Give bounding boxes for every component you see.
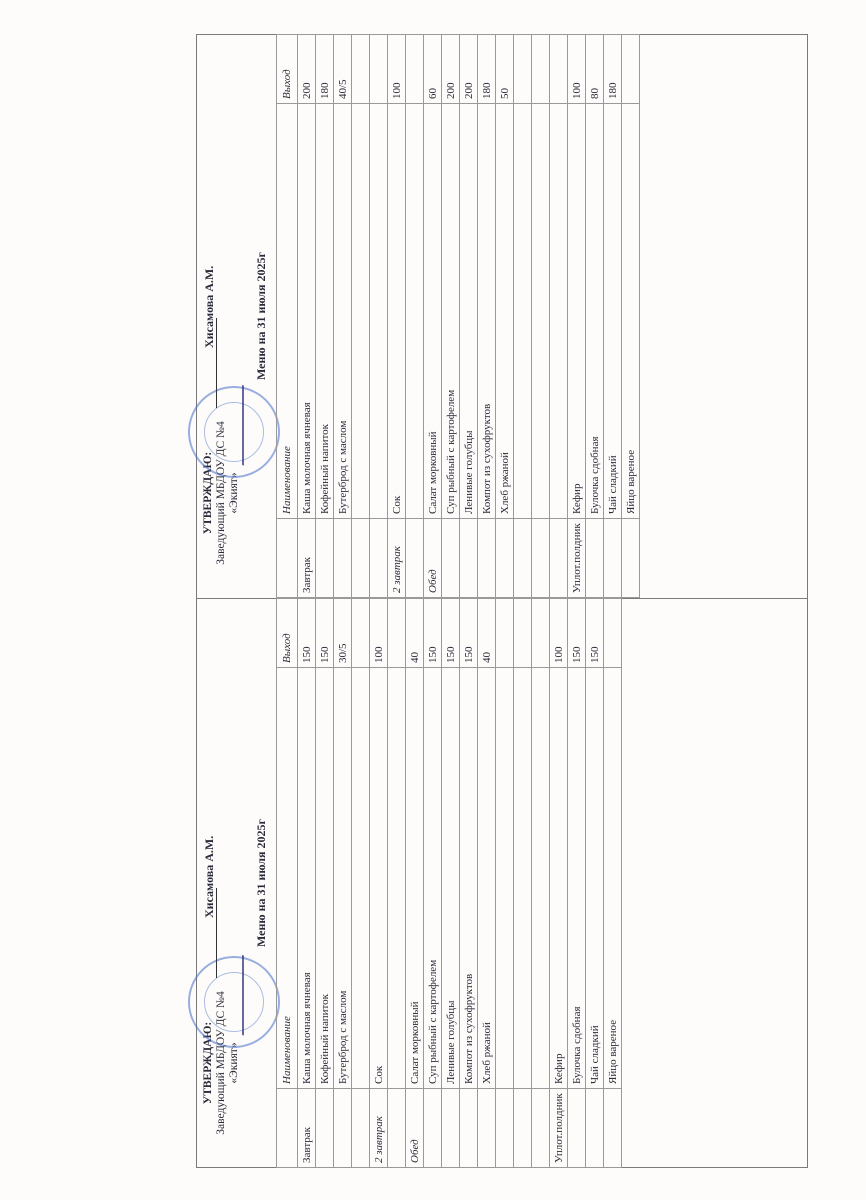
meal-cell bbox=[460, 519, 478, 598]
output-cell bbox=[406, 35, 424, 104]
table-row bbox=[586, 599, 604, 1168]
meal-cell: Обед bbox=[406, 1089, 424, 1168]
table-row bbox=[604, 599, 622, 1168]
output-cell: 150 bbox=[424, 599, 442, 668]
output-cell: 150 bbox=[460, 599, 478, 668]
output-cell: 180 bbox=[478, 35, 496, 104]
dish-cell: Компот из сухофруктов bbox=[478, 104, 496, 519]
dish-cell: Яйцо вареное bbox=[604, 668, 622, 1089]
dish-cell: Чай сладкий bbox=[586, 668, 604, 1089]
output-cell: 40 bbox=[406, 599, 424, 668]
dish-cell: Ленивые голубцы bbox=[442, 668, 460, 1089]
table-row bbox=[352, 599, 370, 1168]
output-cell: 40/5 bbox=[334, 35, 352, 104]
meal-cell bbox=[514, 519, 532, 598]
menu-table bbox=[276, 34, 640, 598]
menu-date-title: Меню на 31 июля 2025г bbox=[254, 252, 268, 380]
col-meal-header bbox=[277, 519, 298, 598]
table-header-row bbox=[277, 599, 298, 1168]
meal-cell bbox=[316, 1089, 334, 1168]
meal-cell bbox=[478, 519, 496, 598]
signature-icon bbox=[202, 940, 244, 1035]
dish-cell: Сок bbox=[388, 104, 406, 519]
output-cell bbox=[388, 599, 406, 668]
table-row bbox=[316, 35, 334, 598]
dish-cell: Яйцо вареное bbox=[622, 104, 640, 519]
dish-cell: Кефир bbox=[568, 104, 586, 519]
approve-org: «Экият» bbox=[228, 472, 240, 514]
signer-name: Хисамова А.М. bbox=[202, 265, 216, 348]
dish-cell: Компот из сухофруктов bbox=[460, 668, 478, 1089]
dish-cell bbox=[352, 104, 370, 519]
table-row bbox=[496, 35, 514, 598]
meal-cell bbox=[532, 1089, 550, 1168]
table-row bbox=[478, 35, 496, 598]
table-row bbox=[424, 35, 442, 598]
meal-cell: 2 завтрак bbox=[370, 1089, 388, 1168]
meal-cell bbox=[514, 1089, 532, 1168]
meal-cell: Уплот.полдник bbox=[568, 519, 586, 598]
output-cell: 50 bbox=[496, 35, 514, 104]
output-cell: 80 bbox=[586, 35, 604, 104]
dish-cell: Салат морковный bbox=[406, 668, 424, 1089]
menu-date-title: Меню на 31 июля 2025г bbox=[254, 819, 268, 947]
dish-cell: Бутерброд с маслом bbox=[334, 668, 352, 1089]
col-name-header: Наименование bbox=[277, 668, 298, 1089]
table-row bbox=[514, 599, 532, 1168]
table-header-row bbox=[277, 35, 298, 598]
table-row bbox=[460, 599, 478, 1168]
output-cell bbox=[496, 599, 514, 668]
menu-sheet-right bbox=[196, 34, 808, 598]
dish-cell: Кефир bbox=[550, 668, 568, 1089]
menu-table bbox=[276, 598, 622, 1168]
dish-cell bbox=[514, 668, 532, 1089]
signer-name: Хисамова А.М. bbox=[202, 835, 216, 918]
approve-title: УТВЕРЖДАЮ: bbox=[202, 451, 214, 535]
table-row bbox=[586, 35, 604, 598]
output-cell bbox=[622, 35, 640, 104]
output-cell: 60 bbox=[424, 35, 442, 104]
table-row bbox=[532, 599, 550, 1168]
dish-cell bbox=[550, 104, 568, 519]
table-row bbox=[388, 35, 406, 598]
output-cell: 100 bbox=[370, 599, 388, 668]
meal-cell bbox=[352, 519, 370, 598]
dish-cell: Суп рыбный с картофелем bbox=[442, 104, 460, 519]
meal-cell: Уплот.полдник bbox=[550, 1089, 568, 1168]
output-cell: 40 bbox=[478, 599, 496, 668]
menu-sheet-left bbox=[196, 598, 808, 1168]
dish-cell: Чай сладкий bbox=[604, 104, 622, 519]
table-row bbox=[388, 599, 406, 1168]
output-cell: 150 bbox=[316, 599, 334, 668]
meal-cell bbox=[424, 1089, 442, 1168]
meal-cell bbox=[460, 1089, 478, 1168]
output-cell: 150 bbox=[298, 599, 316, 668]
meal-cell bbox=[442, 519, 460, 598]
col-out-header: Выход bbox=[277, 35, 298, 104]
table-row bbox=[334, 35, 352, 598]
dish-cell bbox=[406, 104, 424, 519]
dish-cell: Хлеб ржаной bbox=[496, 104, 514, 519]
meal-cell bbox=[622, 519, 640, 598]
table-row bbox=[460, 35, 478, 598]
table-row bbox=[478, 599, 496, 1168]
output-cell bbox=[532, 599, 550, 668]
approve-position: Заведующий МБДОУ ДС №4 bbox=[215, 421, 227, 565]
output-cell: 200 bbox=[460, 35, 478, 104]
table-row bbox=[298, 35, 316, 598]
meal-cell bbox=[316, 519, 334, 598]
dish-cell: Каша молочная ячневая bbox=[298, 104, 316, 519]
dish-cell: Булочка сдобная bbox=[568, 668, 586, 1089]
dish-cell bbox=[370, 104, 388, 519]
meal-cell bbox=[478, 1089, 496, 1168]
dish-cell: Ленивые голубцы bbox=[460, 104, 478, 519]
table-row bbox=[568, 35, 586, 598]
meal-cell bbox=[550, 519, 568, 598]
table-row bbox=[550, 599, 568, 1168]
output-cell bbox=[604, 599, 622, 668]
output-cell: 150 bbox=[586, 599, 604, 668]
table-row bbox=[352, 35, 370, 598]
meal-cell: Завтрак bbox=[298, 1089, 316, 1168]
table-row bbox=[532, 35, 550, 598]
output-cell: 150 bbox=[568, 599, 586, 668]
table-row bbox=[550, 35, 568, 598]
dish-cell: Кофейный напиток bbox=[316, 104, 334, 519]
output-cell bbox=[352, 599, 370, 668]
table-row bbox=[622, 35, 640, 598]
dish-cell bbox=[388, 668, 406, 1089]
approve-org: «Экият» bbox=[228, 1042, 240, 1084]
dish-cell bbox=[514, 104, 532, 519]
meal-cell bbox=[532, 519, 550, 598]
dish-cell: Кофейный напиток bbox=[316, 668, 334, 1089]
dish-cell: Хлеб ржаной bbox=[478, 668, 496, 1089]
table-row bbox=[406, 599, 424, 1168]
meal-cell bbox=[568, 1089, 586, 1168]
output-cell: 150 bbox=[442, 599, 460, 668]
table-row bbox=[406, 35, 424, 598]
dish-cell: Булочка сдобная bbox=[586, 104, 604, 519]
output-cell: 100 bbox=[568, 35, 586, 104]
signature-icon bbox=[202, 370, 244, 465]
table-row bbox=[424, 599, 442, 1168]
meal-cell: Завтрак bbox=[298, 519, 316, 598]
table-row bbox=[442, 599, 460, 1168]
meal-cell bbox=[334, 519, 352, 598]
dish-cell bbox=[496, 668, 514, 1089]
table-row bbox=[496, 599, 514, 1168]
table-row bbox=[370, 599, 388, 1168]
output-cell bbox=[514, 35, 532, 104]
output-cell bbox=[352, 35, 370, 104]
output-cell: 100 bbox=[550, 599, 568, 668]
table-row bbox=[370, 35, 388, 598]
col-out-header: Выход bbox=[277, 599, 298, 668]
meal-cell bbox=[370, 519, 388, 598]
meal-cell: Обед bbox=[424, 519, 442, 598]
output-cell: 200 bbox=[298, 35, 316, 104]
dish-cell: Салат морковный bbox=[424, 104, 442, 519]
table-row bbox=[568, 599, 586, 1168]
table-row bbox=[316, 599, 334, 1168]
output-cell: 100 bbox=[388, 35, 406, 104]
approve-title: УТВЕРЖДАЮ: bbox=[202, 1021, 214, 1105]
output-cell bbox=[514, 599, 532, 668]
table-row bbox=[514, 35, 532, 598]
table-row bbox=[334, 599, 352, 1168]
output-cell: 200 bbox=[442, 35, 460, 104]
output-cell bbox=[370, 35, 388, 104]
dish-cell: Сок bbox=[370, 668, 388, 1089]
dish-cell: Каша молочная ячневая bbox=[298, 668, 316, 1089]
output-cell: 30/5 bbox=[334, 599, 352, 668]
col-meal-header bbox=[277, 1089, 298, 1168]
dish-cell bbox=[352, 668, 370, 1089]
meal-cell bbox=[406, 519, 424, 598]
meal-cell bbox=[496, 519, 514, 598]
dish-cell: Бутерброд с маслом bbox=[334, 104, 352, 519]
table-row bbox=[298, 599, 316, 1168]
meal-cell bbox=[604, 1089, 622, 1168]
meal-cell: 2 завтрак bbox=[388, 519, 406, 598]
output-cell: 180 bbox=[316, 35, 334, 104]
meal-cell bbox=[388, 1089, 406, 1168]
dish-cell bbox=[532, 668, 550, 1089]
meal-cell bbox=[586, 1089, 604, 1168]
meal-cell bbox=[604, 519, 622, 598]
table-row bbox=[604, 35, 622, 598]
meal-cell bbox=[352, 1089, 370, 1168]
meal-cell bbox=[334, 1089, 352, 1168]
col-name-header: Наименование bbox=[277, 104, 298, 519]
meal-cell bbox=[496, 1089, 514, 1168]
output-cell bbox=[550, 35, 568, 104]
dish-cell: Суп рыбный с картофелем bbox=[424, 668, 442, 1089]
approve-position: Заведующий МБДОУ ДС №4 bbox=[215, 991, 227, 1135]
output-cell bbox=[532, 35, 550, 104]
dish-cell bbox=[532, 104, 550, 519]
output-cell: 180 bbox=[604, 35, 622, 104]
meal-cell bbox=[442, 1089, 460, 1168]
table-row bbox=[442, 35, 460, 598]
meal-cell bbox=[586, 519, 604, 598]
